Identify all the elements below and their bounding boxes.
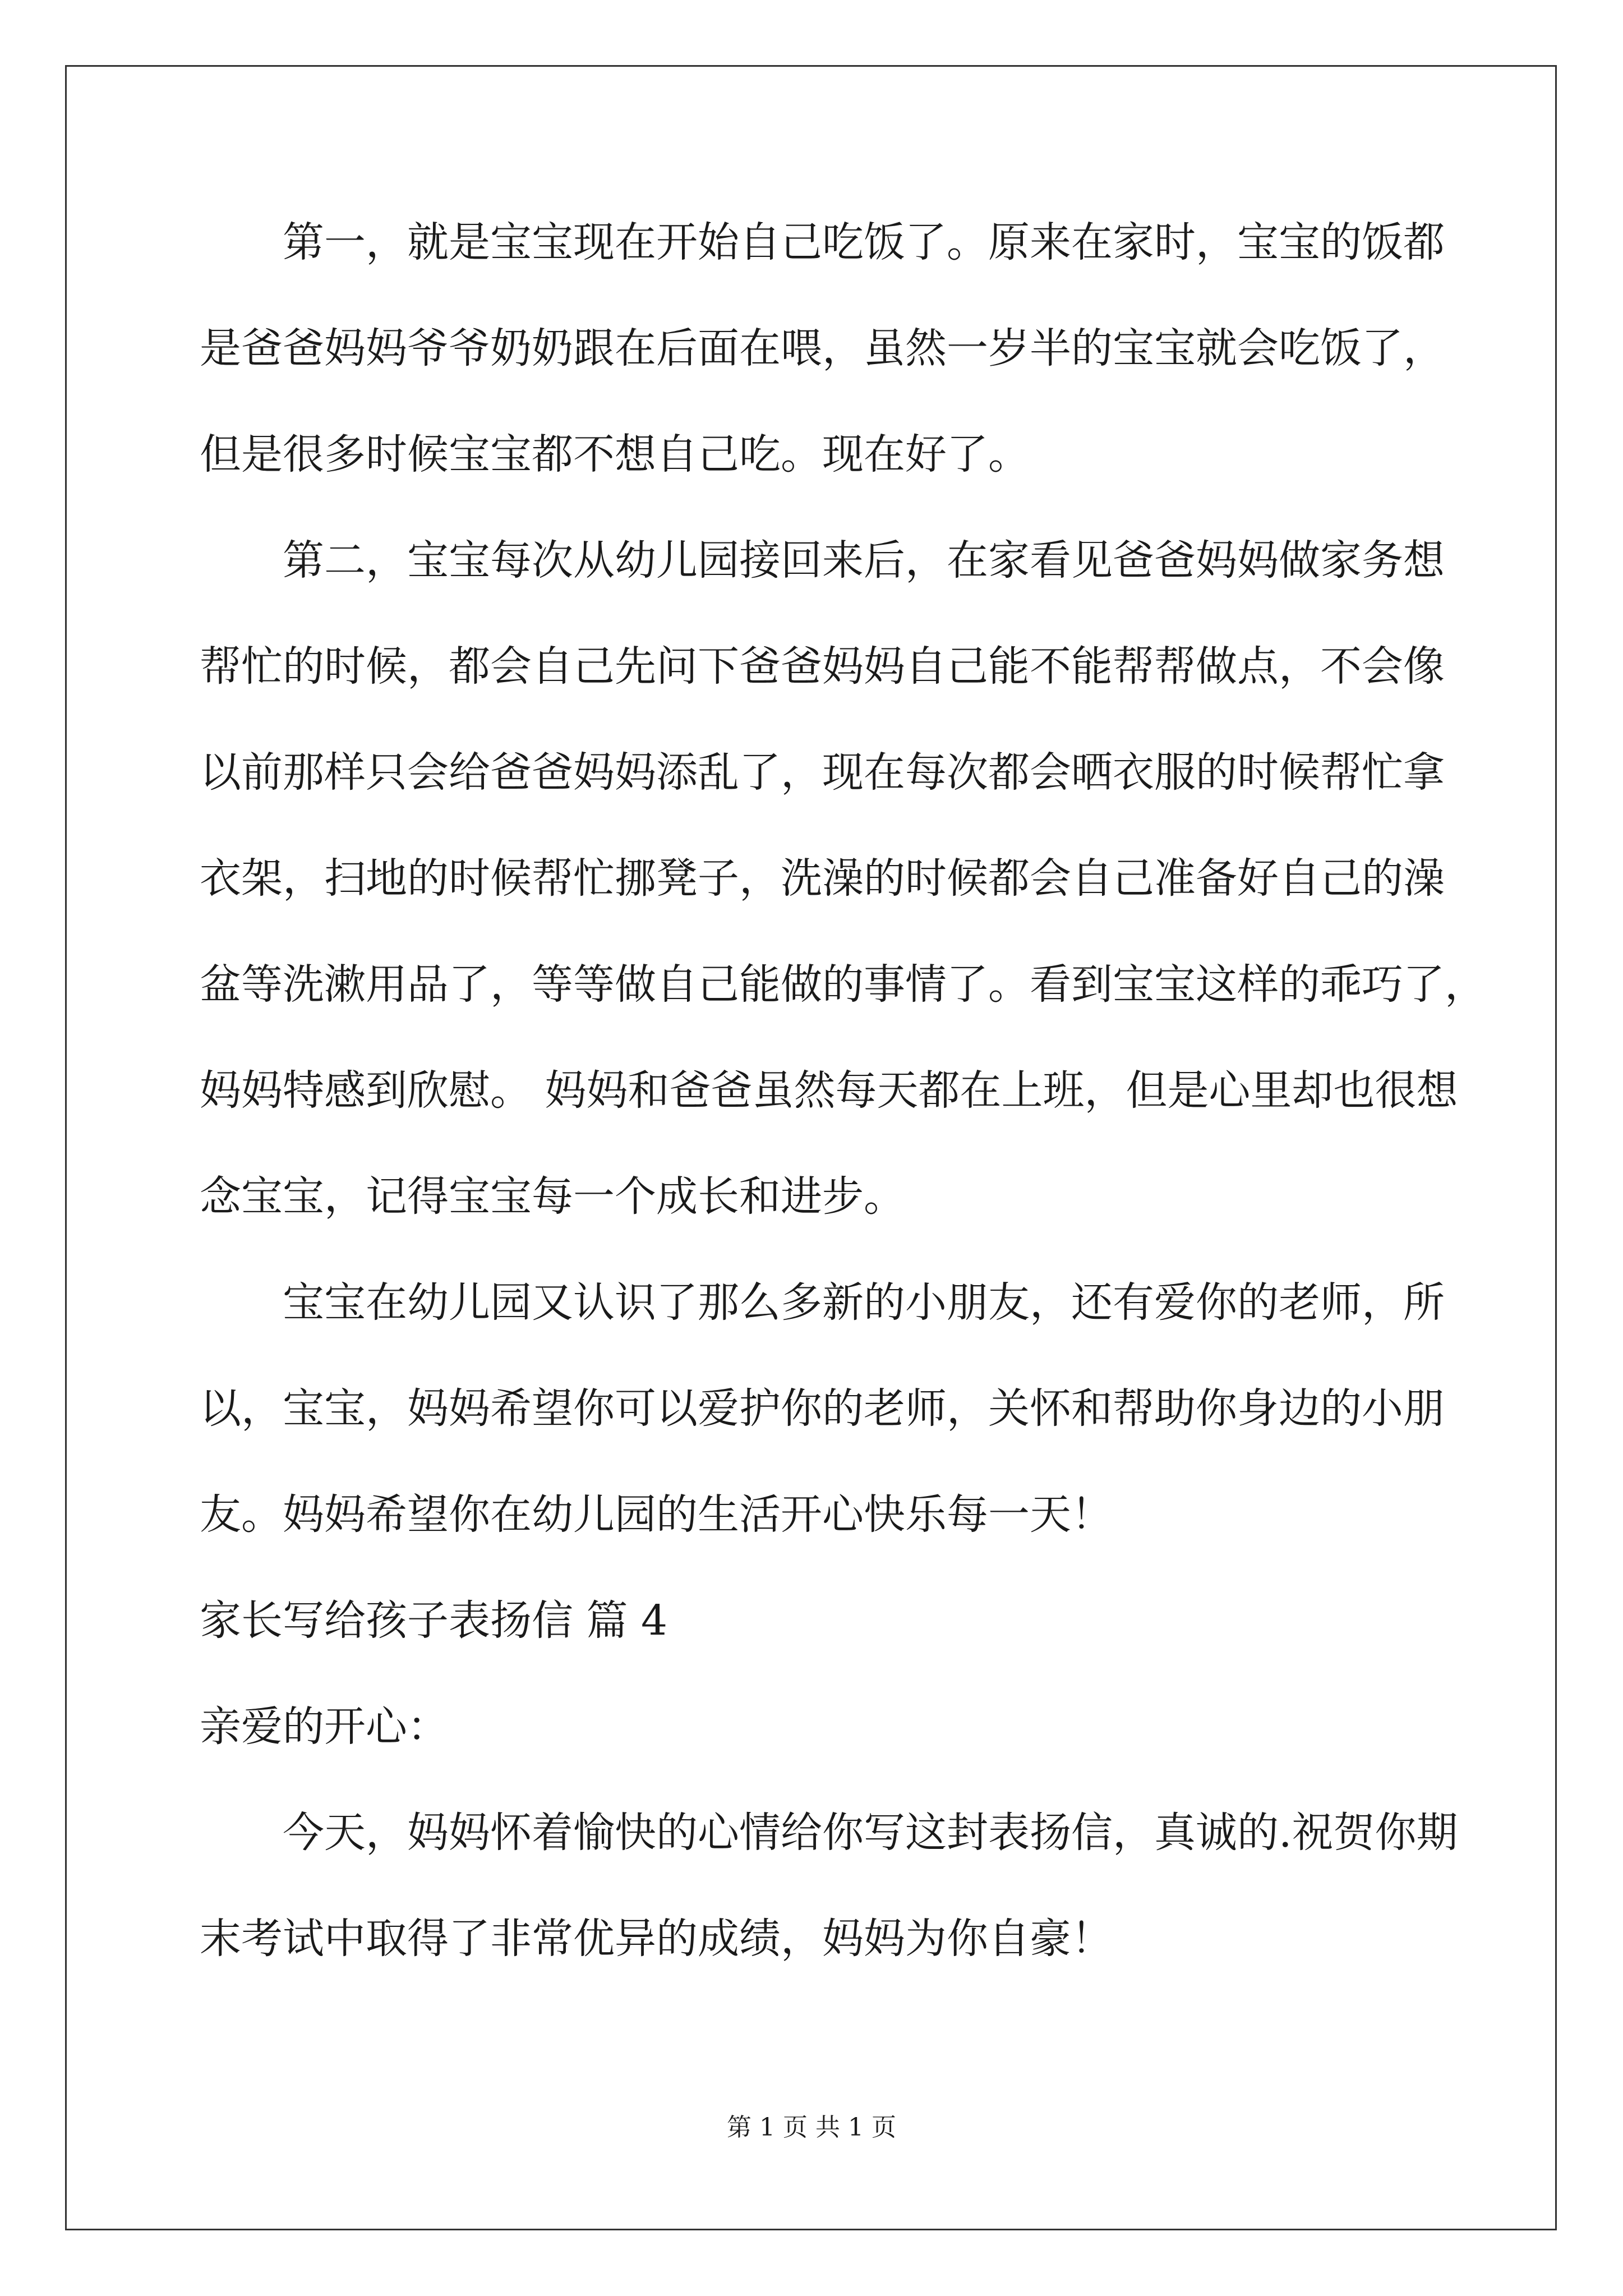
paragraph-line: 今天，妈妈怀着愉快的心情给你写这封表扬信，真诚的.祝贺你期: [283, 1809, 1458, 1857]
paragraph-line: 是爸爸妈妈爷爷奶奶跟在后面在喂，虽然一岁半的宝宝就会吃饭了，: [200, 324, 1445, 372]
salutation: 亲爱的开心：: [200, 1703, 449, 1751]
section-heading: 家长写给孩子表扬信 篇 4: [200, 1596, 668, 1645]
page-number-footer: 第 1 页 共 1 页: [727, 2113, 896, 2142]
paragraph-line: 帮忙的时候，都会自己先问下爸爸妈妈自己能不能帮帮做点，不会像: [200, 642, 1445, 691]
paragraph-line: 衣架，扫地的时候帮忙挪凳子，洗澡的时候都会自己准备好自己的澡: [200, 854, 1445, 903]
paragraph-line: 念宝宝，记得宝宝每一个成长和进步。: [200, 1172, 905, 1221]
paragraph-line: 友。妈妈希望你在幼儿园的生活开心快乐每一天！: [200, 1490, 1113, 1539]
paragraph-line: 第一，就是宝宝现在开始自己吃饭了。原来在家时，宝宝的饭都: [283, 218, 1445, 266]
paragraph-line: 妈妈特感到欣慰。 妈妈和爸爸虽然每天都在上班，但是心里却也很想: [200, 1066, 1458, 1115]
paragraph-line: 以，宝宝，妈妈希望你可以爱护你的老师，关怀和帮助你身边的小朋: [200, 1384, 1445, 1433]
paragraph-line: 末考试中取得了非常优异的成绩，妈妈为你自豪！: [200, 1915, 1113, 1963]
paragraph-line: 第二，宝宝每次从幼儿园接回来后，在家看见爸爸妈妈做家务想: [283, 536, 1445, 585]
paragraph-line: 但是很多时候宝宝都不想自己吃。现在好了。: [200, 430, 1030, 478]
paragraph-line: 盆等洗漱用品了，等等做自己能做的事情了。看到宝宝这样的乖巧了，: [200, 960, 1486, 1009]
document-body: [200, 216, 1486, 1965]
paragraph-line: 宝宝在幼儿园又认识了那么多新的小朋友，还有爱你的老师，所: [283, 1278, 1445, 1327]
paragraph-line: 以前那样只会给爸爸妈妈添乱了，现在每次都会晒衣服的时候帮忙拿: [200, 748, 1445, 797]
